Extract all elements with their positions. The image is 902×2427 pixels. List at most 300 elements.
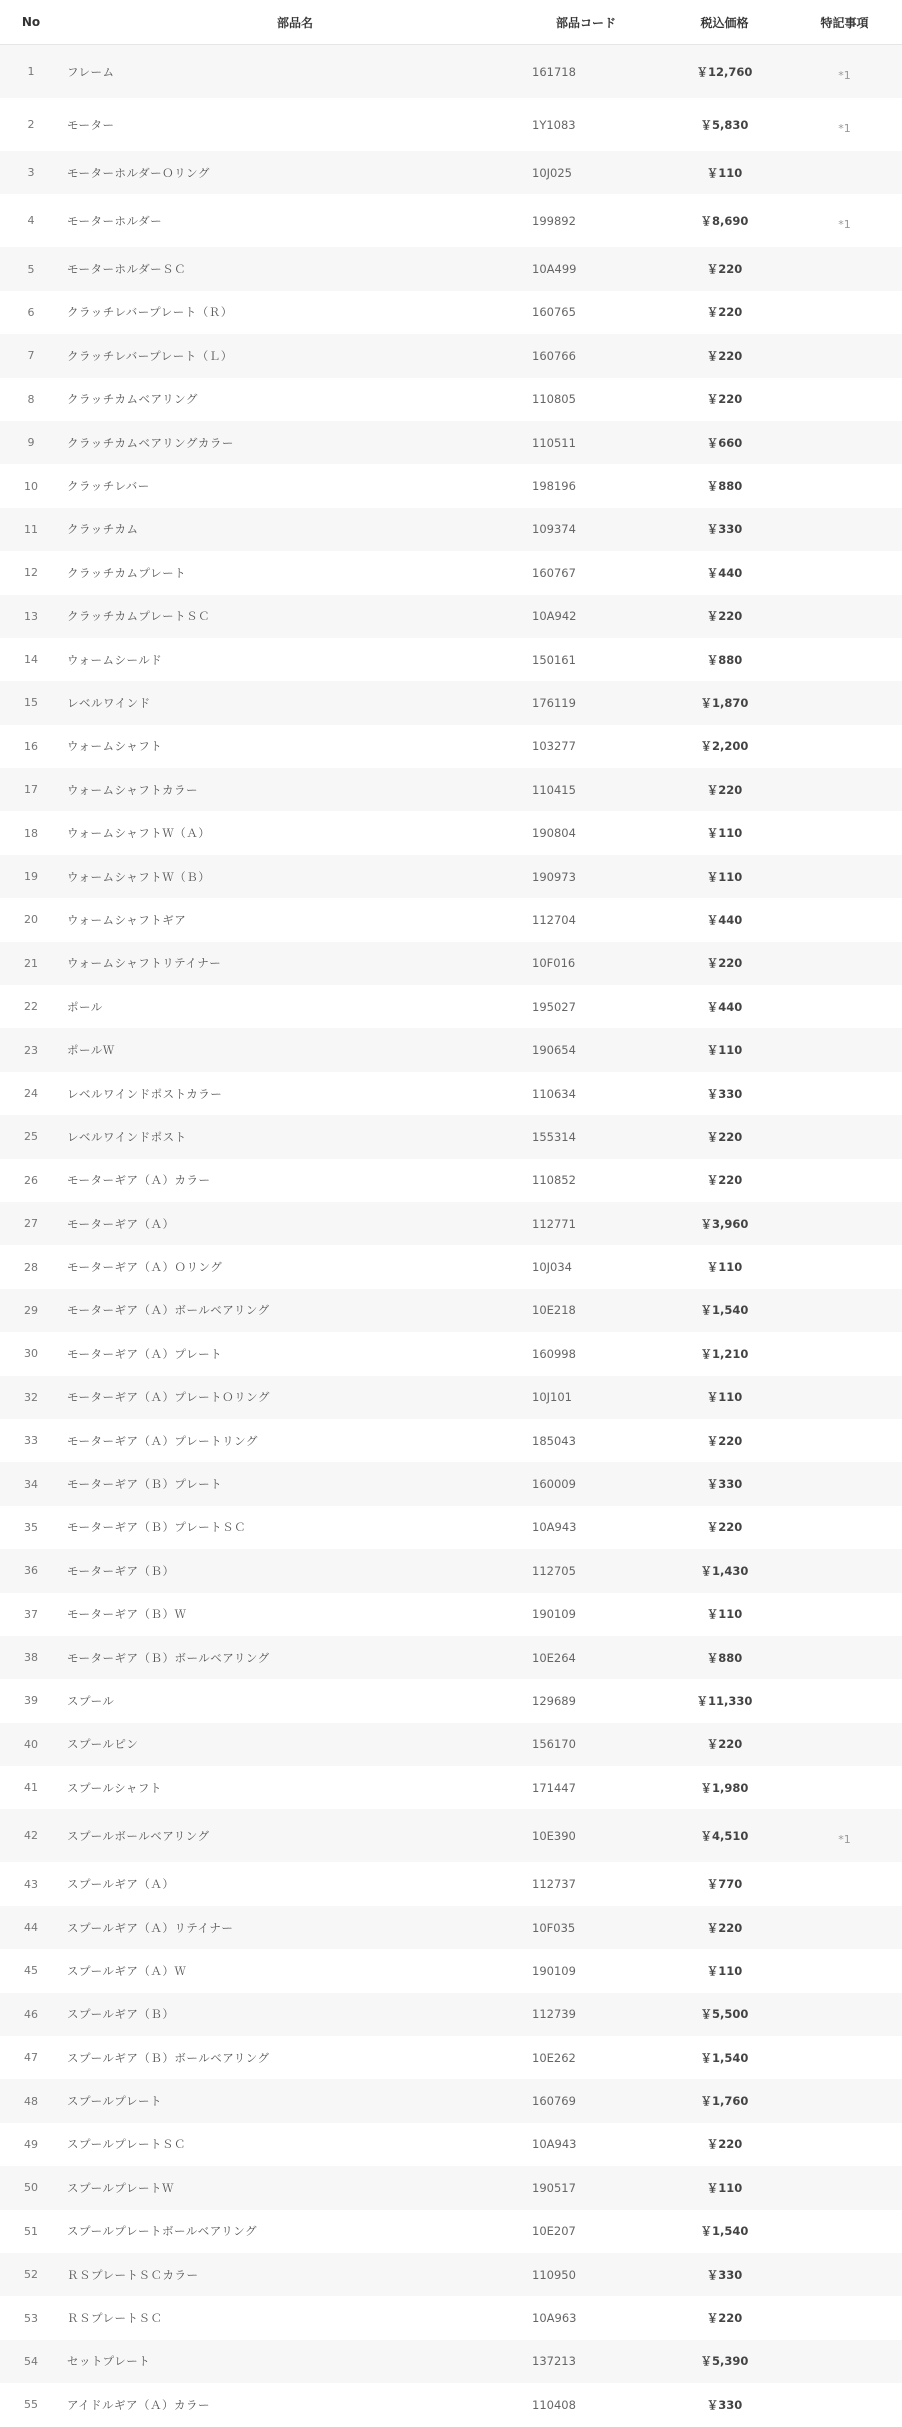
- table-row: [0, 421, 902, 464]
- part-code: 110634: [532, 1086, 576, 1101]
- part-name: モーターホルダーＳＣ: [67, 262, 187, 277]
- price: ￥330: [706, 1477, 743, 1492]
- note: [787, 421, 902, 464]
- part-name: ＲＳプレートＳＣカラー: [67, 2267, 199, 2282]
- price: ￥110: [706, 869, 743, 884]
- price: ￥220: [706, 1173, 743, 1188]
- table-row: [0, 1419, 902, 1462]
- part-code: 110408: [532, 2397, 576, 2412]
- price: ￥330: [706, 2267, 743, 2282]
- note: [787, 2383, 902, 2426]
- price: ￥440: [706, 999, 743, 1014]
- part-name: モーターギア（Ａ）Ｏリング: [67, 1260, 223, 1275]
- price: ￥220: [706, 305, 743, 320]
- part-code: 112739: [532, 2007, 576, 2022]
- part-code: 103277: [532, 739, 576, 754]
- price: ￥5,830: [700, 117, 749, 132]
- part-name: クラッチカムベアリングカラー: [67, 435, 234, 450]
- part-code: 190109: [532, 1963, 576, 1978]
- part-name: モーターギア（Ｂ）ボールベアリング: [67, 1650, 270, 1665]
- row-number: 5: [27, 262, 35, 276]
- part-name: フレーム: [67, 64, 115, 79]
- row-number: 32: [24, 1390, 38, 1404]
- part-name: スプールシャフト: [67, 1780, 162, 1795]
- note: [787, 1028, 902, 1071]
- note: [787, 2253, 902, 2296]
- note: [787, 1202, 902, 1245]
- part-name: モーターギア（Ｂ）プレートＳＣ: [67, 1520, 247, 1535]
- row-number: 9: [27, 436, 35, 450]
- table-row: [0, 2383, 902, 2426]
- part-name: モーターギア（Ａ）ボールベアリング: [67, 1303, 270, 1318]
- part-name: ＲＳプレートＳＣ: [67, 2311, 163, 2326]
- price: ￥5,500: [700, 2007, 749, 2022]
- part-code: 10A499: [532, 262, 577, 277]
- part-code: 161718: [532, 64, 576, 79]
- part-name: ウォームシャフトギア: [67, 912, 187, 927]
- table-row: [0, 464, 902, 507]
- row-number: 1: [27, 65, 35, 78]
- note: [787, 1289, 902, 1332]
- price: ￥1,980: [700, 1780, 749, 1795]
- note: [787, 811, 902, 854]
- part-name: モーターホルダー: [67, 213, 163, 228]
- price: ￥110: [706, 826, 743, 841]
- price: ￥220: [706, 782, 743, 797]
- table-row: [0, 1549, 902, 1592]
- row-number: 22: [24, 1000, 38, 1014]
- row-number: 25: [24, 1130, 38, 1144]
- note: [787, 1723, 902, 1766]
- row-number: 48: [24, 2094, 38, 2108]
- price: ￥880: [706, 479, 743, 494]
- part-code: 160767: [532, 565, 576, 580]
- note: [787, 1766, 902, 1809]
- table-row: [0, 1723, 902, 1766]
- note: *1: [838, 122, 851, 135]
- row-number: 19: [24, 870, 38, 884]
- note: [787, 2079, 902, 2122]
- row-number: 17: [24, 783, 38, 797]
- part-name: モーター: [67, 117, 115, 132]
- table-row: [0, 1462, 902, 1505]
- table-row: [0, 194, 902, 247]
- price: ￥110: [706, 1260, 743, 1275]
- row-number: 40: [24, 1737, 38, 1751]
- row-number: 16: [24, 739, 38, 753]
- price: ￥880: [706, 652, 743, 667]
- part-code: 1Y1083: [532, 117, 576, 132]
- table-row: [0, 1332, 902, 1375]
- part-code: 199892: [532, 213, 576, 228]
- part-name: スプールプレート: [67, 2094, 162, 2109]
- part-name: モーターギア（Ａ）カラー: [67, 1173, 211, 1188]
- table-row: [0, 1115, 902, 1158]
- header-part-name: 部品名: [62, 0, 520, 45]
- part-name: スプールピン: [67, 1737, 139, 1752]
- part-name: ポール: [67, 999, 103, 1014]
- note: [787, 1593, 902, 1636]
- note: [787, 2210, 902, 2253]
- part-code: 110511: [532, 435, 576, 450]
- part-code: 171447: [532, 1780, 576, 1795]
- part-code: 155314: [532, 1129, 576, 1144]
- part-code: 176119: [532, 695, 576, 710]
- part-code: 160009: [532, 1477, 576, 1492]
- part-code: 10A942: [532, 609, 577, 624]
- part-code: 10A943: [532, 2137, 577, 2152]
- price: ￥110: [706, 1390, 743, 1405]
- table-row: [0, 1072, 902, 1115]
- price: ￥1,760: [700, 2094, 749, 2109]
- note: [787, 1462, 902, 1505]
- row-number: 23: [24, 1043, 38, 1057]
- row-number: 29: [24, 1303, 38, 1317]
- note: [787, 1679, 902, 1722]
- row-number: 28: [24, 1260, 38, 1274]
- header-row: [0, 0, 902, 45]
- price: ￥660: [706, 435, 743, 450]
- row-number: 46: [24, 2007, 38, 2021]
- part-code: 10A943: [532, 1520, 577, 1535]
- row-number: 36: [24, 1564, 38, 1578]
- part-name: モーターギア（Ａ）プレートＯリング: [67, 1390, 270, 1405]
- part-name: クラッチカム: [67, 522, 139, 537]
- part-name: クラッチカムベアリング: [67, 392, 198, 407]
- table-row: [0, 1506, 902, 1549]
- note: [787, 1115, 902, 1158]
- note: [787, 2340, 902, 2383]
- part-code: 110805: [532, 392, 576, 407]
- part-code: 112737: [532, 1877, 576, 1892]
- note: [787, 2296, 902, 2339]
- note: [787, 898, 902, 941]
- price: ￥5,390: [700, 2354, 749, 2369]
- part-code: 137213: [532, 2354, 576, 2369]
- part-code: 10J101: [532, 1390, 572, 1405]
- table-row: [0, 247, 902, 290]
- price: ￥1,540: [700, 2224, 749, 2239]
- price: ￥220: [706, 609, 743, 624]
- table-row: [0, 1593, 902, 1636]
- row-number: 53: [24, 2311, 38, 2325]
- note: *1: [838, 69, 851, 82]
- table-row: [0, 725, 902, 768]
- part-name: スプールプレートＳＣ: [67, 2137, 186, 2152]
- part-name: モーターギア（Ｂ）プレート: [67, 1477, 223, 1492]
- part-name: モーターホルダーＯリング: [67, 165, 210, 180]
- part-code: 112705: [532, 1563, 576, 1578]
- part-code: 160769: [532, 2094, 576, 2109]
- price: ￥4,510: [700, 1828, 749, 1843]
- note: *1: [838, 218, 851, 232]
- price: ￥770: [706, 1877, 743, 1892]
- table-row: [0, 2210, 902, 2253]
- table-row: [0, 151, 902, 194]
- table-row: [0, 2166, 902, 2209]
- row-number: 11: [24, 522, 38, 536]
- note: [787, 595, 902, 638]
- note: [787, 1159, 902, 1202]
- part-name: スプールプレートＷ: [67, 2180, 174, 2195]
- note: [787, 725, 902, 768]
- part-code: 190109: [532, 1607, 576, 1622]
- price: ￥220: [706, 392, 743, 407]
- table-row: [0, 1906, 902, 1949]
- note: [787, 1245, 902, 1288]
- row-number: 14: [24, 653, 38, 667]
- part-name: クラッチカムプレート: [67, 565, 187, 580]
- row-number: 47: [24, 2051, 38, 2065]
- part-name: レベルワインドポストカラー: [67, 1086, 223, 1101]
- note: [787, 1376, 902, 1419]
- table-row: [0, 595, 902, 638]
- part-code: 10F035: [532, 1920, 576, 1935]
- part-code: 10A963: [532, 2311, 577, 2326]
- note: [787, 2166, 902, 2209]
- part-name: レベルワインドポスト: [67, 1129, 187, 1144]
- part-code: 160766: [532, 348, 576, 363]
- table-row: [0, 508, 902, 551]
- table-row: [0, 811, 902, 854]
- price: ￥220: [706, 262, 743, 277]
- part-name: ウォームシャフト: [67, 739, 163, 754]
- price: ￥1,540: [700, 1303, 749, 1318]
- part-code: 110415: [532, 782, 576, 797]
- table-body: [0, 45, 902, 2427]
- row-number: 55: [24, 2398, 38, 2412]
- price: ￥2,200: [700, 739, 749, 754]
- row-number: 10: [24, 479, 38, 493]
- table-header: [0, 0, 902, 45]
- row-number: 54: [24, 2354, 38, 2368]
- table-row: [0, 1766, 902, 1809]
- row-number: 12: [24, 566, 38, 580]
- note: [787, 855, 902, 898]
- part-name: ウォームシールド: [67, 652, 163, 667]
- price: ￥880: [706, 1650, 743, 1665]
- row-number: 37: [24, 1607, 38, 1621]
- part-code: 110950: [532, 2267, 576, 2282]
- price: ￥110: [706, 1607, 743, 1622]
- table-row: [0, 2296, 902, 2339]
- row-number: 2: [27, 118, 35, 131]
- part-code: 185043: [532, 1433, 576, 1448]
- part-code: 10E218: [532, 1303, 576, 1318]
- table-row: [0, 855, 902, 898]
- table-row: [0, 291, 902, 334]
- row-number: 51: [24, 2224, 38, 2238]
- note: [787, 334, 902, 377]
- row-number: 52: [24, 2268, 38, 2282]
- part-code: 198196: [532, 479, 576, 494]
- table-row: [0, 378, 902, 421]
- price: ￥1,210: [700, 1346, 749, 1361]
- row-number: 7: [27, 349, 35, 363]
- price: ￥3,960: [700, 1216, 749, 1231]
- note: [787, 551, 902, 594]
- note: [787, 1549, 902, 1592]
- price: ￥220: [706, 956, 743, 971]
- table-row: [0, 1159, 902, 1202]
- part-code: 195027: [532, 999, 576, 1014]
- row-number: 30: [24, 1347, 38, 1361]
- part-name: アイドルギア（Ａ）カラー: [67, 2397, 210, 2412]
- price: ￥220: [706, 1920, 743, 1935]
- header-note: 特記事項: [787, 0, 902, 45]
- row-number: 24: [24, 1087, 38, 1100]
- row-number: 13: [24, 609, 38, 623]
- table-row: [0, 2079, 902, 2122]
- table-row: [0, 681, 902, 724]
- row-number: 4: [27, 214, 35, 228]
- table-row: [0, 1949, 902, 1992]
- row-number: 6: [27, 305, 35, 319]
- table-row: [0, 334, 902, 377]
- price: ￥1,430: [700, 1563, 749, 1578]
- header-part-code: 部品コード: [520, 0, 662, 45]
- part-name: モーターギア（Ａ）: [67, 1216, 175, 1231]
- price: ￥220: [706, 2311, 743, 2326]
- table-row: [0, 638, 902, 681]
- price: ￥440: [706, 912, 743, 927]
- note: [787, 1862, 902, 1905]
- part-code: 10F016: [532, 956, 576, 971]
- row-number: 26: [24, 1173, 38, 1187]
- table-row: [0, 1862, 902, 1905]
- part-name: ウォームシャフトカラー: [67, 782, 198, 797]
- note: [787, 2123, 902, 2166]
- table-row: [0, 1245, 902, 1288]
- row-number: 18: [24, 826, 38, 840]
- part-name: モーターギア（Ａ）プレート: [67, 1346, 223, 1361]
- price: ￥220: [706, 2137, 743, 2152]
- price: ￥220: [706, 348, 743, 363]
- part-code: 160998: [532, 1346, 576, 1361]
- part-name: スプールギア（Ａ）: [67, 1877, 175, 1892]
- row-number: 33: [24, 1434, 38, 1448]
- price: ￥1,870: [700, 695, 749, 710]
- row-number: 41: [24, 1781, 38, 1795]
- row-number: 8: [27, 392, 35, 406]
- note: [787, 151, 902, 194]
- row-number: 15: [24, 696, 38, 710]
- part-name: ウォームシャフトＷ（Ｂ）: [67, 869, 211, 884]
- table-row: [0, 551, 902, 594]
- row-number: 50: [24, 2181, 38, 2195]
- price: ￥220: [706, 1129, 743, 1144]
- part-code: 10J025: [532, 165, 572, 180]
- price: ￥220: [706, 1737, 743, 1752]
- price: ￥440: [706, 565, 743, 580]
- part-name: ウォームシャフトリテイナー: [67, 956, 222, 971]
- row-number: 45: [24, 1964, 38, 1978]
- note: [787, 2036, 902, 2079]
- note: [787, 1072, 902, 1115]
- note: [787, 942, 902, 985]
- table-row: [0, 45, 902, 99]
- table-row: [0, 1636, 902, 1679]
- part-code: 190517: [532, 2180, 576, 2195]
- table-row: [0, 1679, 902, 1722]
- part-code: 156170: [532, 1737, 576, 1752]
- note: [787, 985, 902, 1028]
- note: [787, 638, 902, 681]
- part-name: モーターギア（Ａ）プレートリング: [67, 1433, 258, 1448]
- table-row: [0, 2253, 902, 2296]
- price: ￥220: [706, 1433, 743, 1448]
- price: ￥110: [706, 1963, 743, 1978]
- part-code: 109374: [532, 522, 576, 537]
- part-code: 190973: [532, 869, 576, 884]
- part-name: セットプレート: [67, 2354, 151, 2369]
- part-name: レベルワインド: [67, 695, 151, 710]
- part-name: モーターギア（Ｂ）Ｗ: [67, 1607, 187, 1622]
- row-number: 3: [27, 166, 35, 180]
- table-row: [0, 1376, 902, 1419]
- table-row: [0, 1993, 902, 2036]
- part-code: 10J034: [532, 1260, 572, 1275]
- table-row: [0, 1202, 902, 1245]
- part-name: クラッチレバープレート（Ｒ）: [67, 305, 233, 320]
- price: ￥220: [706, 1520, 743, 1535]
- part-code: 129689: [532, 1693, 576, 1708]
- part-code: 160765: [532, 305, 576, 320]
- note: [787, 1949, 902, 1992]
- note: [787, 378, 902, 421]
- price: ￥330: [706, 1086, 743, 1101]
- part-name: モーターギア（Ｂ）: [67, 1563, 175, 1578]
- part-code: 10E390: [532, 1828, 576, 1843]
- part-code: 150161: [532, 652, 576, 667]
- part-name: スプール: [67, 1693, 115, 1708]
- row-number: 39: [24, 1694, 38, 1708]
- table-row: [0, 2036, 902, 2079]
- part-name: スプールボールベアリング: [67, 1828, 210, 1843]
- note: [787, 1636, 902, 1679]
- price: ￥12,760: [696, 64, 753, 79]
- part-code: 10E262: [532, 2050, 576, 2065]
- note: [787, 1993, 902, 2036]
- price: ￥1,540: [700, 2050, 749, 2065]
- part-name: クラッチレバープレート（Ｌ）: [67, 348, 233, 363]
- table-row: [0, 768, 902, 811]
- row-number: 20: [24, 913, 38, 927]
- note: [787, 1906, 902, 1949]
- table-row: [0, 1028, 902, 1071]
- note: [787, 1506, 902, 1549]
- row-number: 27: [24, 1217, 38, 1231]
- price: ￥330: [706, 522, 743, 537]
- row-number: 21: [24, 956, 38, 970]
- part-code: 190804: [532, 826, 576, 841]
- table-row: [0, 1289, 902, 1332]
- price: ￥110: [706, 165, 743, 180]
- price: ￥8,690: [700, 213, 749, 228]
- note: [787, 1419, 902, 1462]
- part-name: ウォームシャフトＷ（Ａ）: [67, 826, 211, 841]
- note: [787, 508, 902, 551]
- part-name: クラッチレバー: [67, 479, 150, 494]
- note: [787, 464, 902, 507]
- note: [787, 681, 902, 724]
- header-price: 税込価格: [662, 0, 787, 45]
- row-number: 34: [24, 1477, 38, 1491]
- row-number: 43: [24, 1877, 38, 1891]
- note: [787, 1332, 902, 1375]
- header-no: No: [0, 0, 62, 45]
- part-name: スプールギア（Ｂ）ボールベアリング: [67, 2050, 270, 2065]
